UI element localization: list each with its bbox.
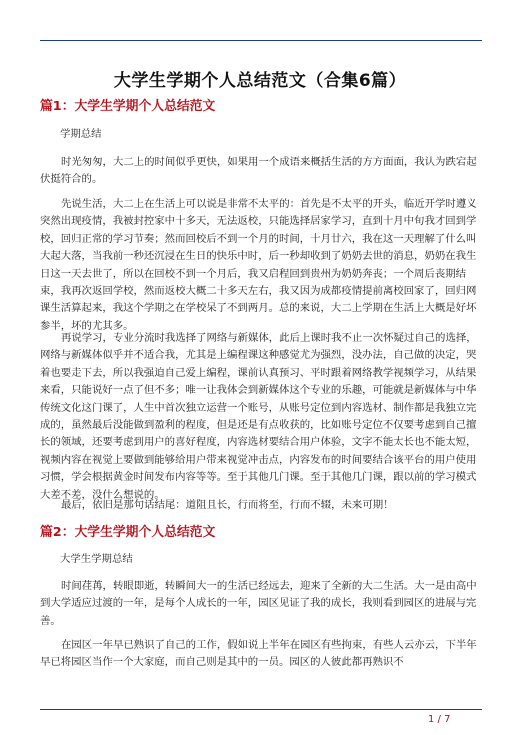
footer-rule: [40, 709, 482, 710]
paragraph: 再说学习，专业分流时我选择了网络与新媒体，此后上课时我不止一次怀疑过自己的选择，网络与新媒体似乎并不适合我，尤其是上编程课这种感觉尤为强烈，没办法，自己做的决定，哭着也要走下去，所以我强迫自己爱上编程，课前认真预习、平时跟着网络教学视频学习，从结果来看，只能说好一点了但不多；唯一让我体会到新媒体这个专业的乐趣，可能就是新媒体与中华传统文化这门课了，人生中首次独立运营一个账号，从账号定位到内容选材、制作都是我独立完成的，虽然最后没能做到盈利的程度，但是还是有点收获的，比如账号定位不仅要考虑到自己擅长的领域，还要考虑到用户的喜好程度，内容选材要结合用户体验，文字不能太长也不能太短，视频内容在视觉上要做到能够给用户带来视觉冲击点，内容发布的时间要结合该平台的用户使用习惯，学会根据黄金时间发布内容等等。至于其他几门课。至于其他几门课，跟以前的学习模式大差不差，没什么想说的。: [40, 332, 477, 501]
paragraph: 在园区一年早已熟识了自己的工作，假如说上半年在园区有些拘束，有些人云亦云，下半年早已将园区当作一个大家庭，而自己则是其中的一员。园区的人彼此都再熟识不: [40, 639, 477, 669]
document-title: 大学生学期个人总结范文（合集6篇）: [113, 71, 407, 91]
section-subtitle-2: 大学生学期总结: [60, 553, 133, 565]
section-heading-1: 篇1：大学生学期个人总结范文: [40, 99, 216, 114]
paragraph: 先说生活，大二上在生活上可以说是非常不太平的：首先是不太平的开头，临近开学时遵义突然出现疫情，我被封控家中十多天，无法返校，只能选择居家学习，直到十月中旬我才回到学校，回归正常的学习节奏；然而回校后不到一个月的时间，十月廿六，我在这一天理解了什么叫大起大落，当我前一秒还沉浸在生日的快乐中时，后一秒却收到了奶奶去世的消息，奶奶在我生日这一天去世了，所以在回校不到一个月后，我又启程回到贵州为奶奶奔丧；一个周后丧期结束，我再次返回学校，然而返校大概二十多天左右，我又因为成都疫情提前离校回家了，回归网课生活算起来，我这个学期之在学校呆了不到两月。总的来说，大二上学期在生活上大概是好坏参半，坏的尤其多。: [40, 198, 477, 332]
paragraph: 时光匆匆，大二上的时间似乎更快，如果用一个成语来概括生活的方方面面，我认为跌宕起伏挺符合的。: [40, 156, 477, 186]
paragraph: 时间荏苒，转眼即逝，转瞬间大一的生活已经远去，迎来了全新的大二生活。大一是由高中到大学适应过渡的一年，是每个人成长的一年，园区见证了我的成长，我则看到园区的进展与完善。: [40, 580, 477, 627]
section-subtitle-1: 学期总结: [60, 128, 102, 140]
header-rule: [40, 40, 482, 41]
paragraph: 最后，依旧是那句话结尾：道阻且长，行而将至，行而不辍，未来可期！: [61, 499, 394, 511]
section-heading-2: 篇2：大学生学期个人总结范文: [40, 525, 216, 540]
page-indicator: 1 / 7: [428, 714, 451, 725]
